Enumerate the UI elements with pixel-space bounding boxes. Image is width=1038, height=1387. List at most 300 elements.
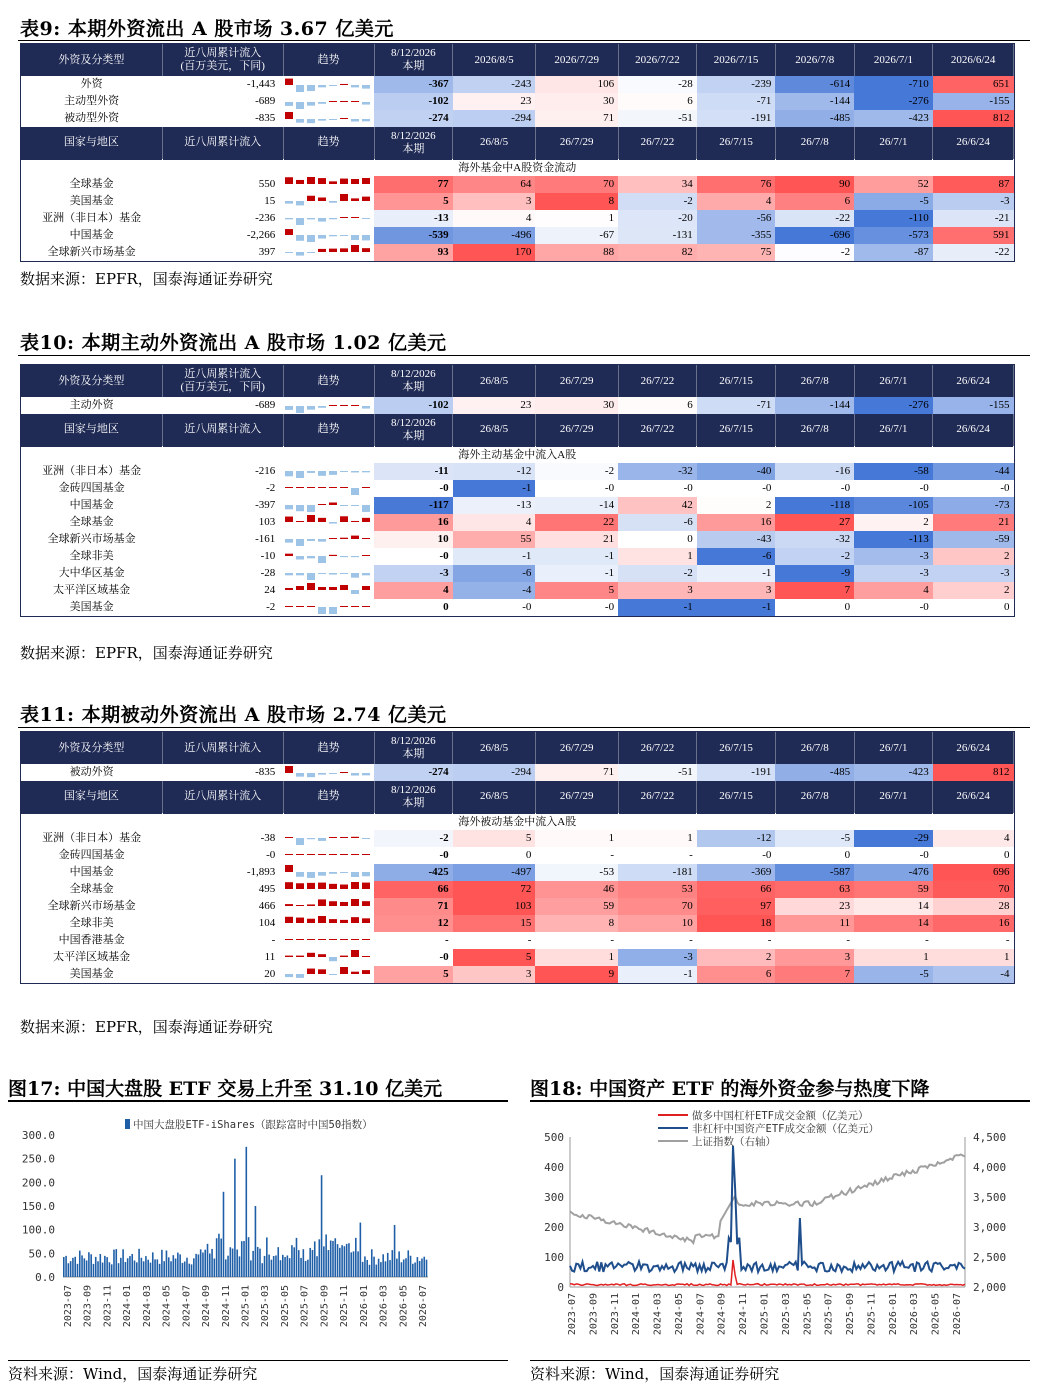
trend-bar [296,539,304,546]
trend-bar [351,590,359,594]
bar [344,1246,346,1277]
legend-label: 中国大盘股ETF-iShares（跟踪富时中国50指数） [133,1119,373,1131]
row-name: 中国基金 [69,498,114,511]
row-name: 全球新兴市场基金 [47,245,136,258]
trend-bar [307,606,315,607]
row-value: 3 [453,193,536,210]
trend-bar [329,919,337,923]
bar [277,1247,279,1277]
hdr2-col-10: 26/6/24 [933,414,1014,446]
hdr2-col-4: 26/8/5 [453,127,536,159]
row-value: 88 [535,244,618,261]
trend-bar [318,539,326,542]
trend-bar [362,918,370,923]
x-tick-label: 2025-05 [279,1285,291,1328]
trend-sparkline [285,531,373,547]
table-row [21,864,1014,881]
bar [273,1256,275,1277]
bar [261,1263,263,1277]
hdr1-col-0: 外资及分类型 [21,365,162,397]
row-value: 15 [453,915,536,932]
bar [369,1265,371,1277]
trend-bar [307,556,315,558]
row-value: -0 [618,480,697,497]
row-value: 3 [775,949,854,966]
row-value: -423 [854,764,933,781]
trend-bar [329,101,337,102]
bar [220,1239,222,1277]
trend-sparkline [285,765,373,781]
bar [403,1259,405,1277]
bar [200,1249,202,1277]
row-cumulative: 103 [258,515,276,528]
trend-bar [329,405,337,406]
row-cumulative: -835 [255,766,276,778]
row-value: 63 [775,881,854,898]
row-value: -0 [453,599,536,616]
bar [259,1249,261,1277]
table-row [21,548,1014,565]
trend-bar [285,177,293,184]
row-value: -16 [775,463,854,480]
bar [376,1265,378,1277]
row-value: 71 [535,110,618,127]
hdr1-col-6: 26/7/22 [618,365,697,397]
trend-bar [362,773,370,775]
trend-bar [307,939,315,940]
trend-bar [340,118,348,119]
trend-bar [329,607,337,614]
hdr2-col-10: 26/6/24 [933,781,1014,813]
trend-bar [285,517,293,522]
row-value: 2 [697,497,776,514]
trend-bar [285,917,293,923]
hdr2-col-9: 26/7/1 [854,414,933,446]
row-value: -144 [775,397,854,414]
row-value: 3 [697,582,776,599]
row-value: -3 [374,565,453,582]
bar [287,1255,289,1277]
bar [246,1147,248,1277]
row-value: 4 [697,193,776,210]
trend-bar [318,406,326,408]
trend-bar [307,119,315,123]
trend-bar [351,217,359,218]
row-value: 103 [453,898,536,915]
fig17-chart [8,1105,508,1355]
row-value: 23 [453,93,536,110]
bar [102,1263,104,1277]
trend-sparkline [285,94,373,110]
bar [136,1262,138,1277]
trend-bar [362,119,370,121]
x-tick-label: 2025-03 [260,1285,272,1328]
trend-bar [329,487,337,488]
hdr2-col-0: 国家与地区 [21,414,162,446]
bar [88,1252,90,1277]
bar [90,1254,92,1277]
hdr2-col-2: 趋势 [283,127,374,159]
trend-bar [351,235,359,240]
hdr2-col-10: 26/6/24 [933,127,1014,159]
hdr1-col-3: 8/12/2026 本期 [374,44,453,76]
trend-bar [362,102,370,105]
bar [264,1256,266,1277]
bar [184,1261,186,1277]
row-value: 64 [453,176,536,193]
sub-header: 海外被动基金中流入A股 [21,813,1014,830]
bar [134,1261,136,1277]
trend-bar [285,606,293,607]
bar [147,1260,149,1277]
row-value: -2 [775,548,854,565]
bar [68,1263,70,1277]
trend-bar [307,218,315,219]
row-value: 0 [775,599,854,616]
x-tick-label: 2023-09 [82,1285,94,1328]
row-value: -0 [854,847,933,864]
bar [186,1258,188,1277]
bar [332,1241,334,1277]
x-tick-label: 2025-09 [845,1293,857,1336]
table10-title: 表10: 本期主动外资流出 A 股市场 1.02 亿美元 [20,332,447,354]
trend-bar [285,229,293,235]
row-value: 14 [854,915,933,932]
bar [138,1249,140,1277]
row-trend [283,599,374,616]
hdr2-col-3: 8/12/2026 本期 [374,127,453,159]
row-value: -117 [374,497,453,514]
hdr2-col-8: 26/7/8 [775,414,854,446]
bar [339,1248,341,1277]
table-row [21,514,1014,531]
row-value: -294 [453,764,536,781]
row-value: -1 [535,565,618,582]
bar [334,1238,336,1277]
trend-bar [362,518,370,522]
trend-bar [340,606,348,607]
bar [232,1249,234,1277]
trend-bar [285,882,293,889]
bar [77,1264,79,1277]
row-value: -367 [374,76,453,93]
trend-bar [351,119,359,122]
bar [284,1257,286,1277]
row-trend [283,463,374,480]
trend-sparkline [285,881,373,897]
bar [291,1245,293,1277]
row-value: -1 [535,548,618,565]
row-value: -274 [374,764,453,781]
trend-bar [285,252,293,253]
trend-sparkline [285,582,373,598]
trend-sparkline [285,830,373,846]
row-value: -20 [618,210,697,227]
hdr2-col-6: 26/7/22 [618,781,697,813]
bar [122,1249,124,1277]
sub-header: 海外基金中A股资金流动 [21,159,1014,176]
row-value: 30 [535,397,618,414]
trend-bar [329,181,337,184]
row-cumulative: -1,443 [246,78,276,90]
row-value: 3 [453,966,536,983]
row-value: 70 [618,898,697,915]
hdr2-col-7: 26/7/15 [697,127,776,159]
trend-bar [285,865,293,872]
bar [426,1260,428,1277]
bar [214,1259,216,1277]
bar [79,1251,81,1277]
bar [401,1262,403,1277]
row-value: 1 [854,949,933,966]
row-name: 亚洲（非日本）基金 [42,464,142,477]
x-tick-label: 2025-09 [319,1285,331,1328]
legend-label: 非杠杆中国资产ETF成交金额（亿美元） [692,1123,879,1135]
row-name: 全球非美 [69,916,114,929]
row-value: 52 [854,176,933,193]
bar [298,1250,300,1277]
bar [209,1254,211,1277]
x-tick-label: 2026-03 [378,1285,390,1328]
trend-bar [362,573,370,575]
row-value: -294 [453,110,536,127]
trend-bar [307,487,315,488]
row-name: 被动型外资 [64,112,120,124]
row-name: 中国基金 [69,228,114,241]
row-value: 4 [933,830,1014,847]
row-value: -476 [854,864,933,881]
trend-bar [285,766,293,773]
bar [234,1159,236,1277]
trend-bar [329,555,337,556]
bar [417,1257,419,1277]
row-value: 1 [618,830,697,847]
trend-bar [307,583,315,590]
trend-bar [307,85,315,91]
row-value: -21 [933,210,1014,227]
row-value: -0 [775,480,854,497]
bar [407,1250,409,1277]
hdr2-col-3: 8/12/2026 本期 [374,414,453,446]
trend-bar [296,918,304,923]
trend-bar [351,505,359,506]
row-value: 77 [374,176,453,193]
trend-bar [318,954,326,957]
trend-bar [340,538,348,539]
trend-bar [351,917,359,923]
row-value: - [933,932,1014,949]
bar [421,1259,423,1277]
trend-bar [340,872,348,873]
fig17-source: 资料来源：Wind，国泰海通证券研究 [8,1365,258,1383]
bar [389,1260,391,1277]
trend-bar [296,606,304,607]
bar [207,1244,209,1277]
row-name: 亚洲（非日本）基金 [42,211,142,224]
trend-bar [351,101,359,102]
row-value: - [854,932,933,949]
row-cumulative: 550 [258,177,276,190]
trend-bar [296,252,304,256]
row-value: -191 [697,110,776,127]
x-tick-label: 2024-05 [673,1293,685,1336]
trend-bar [285,102,293,106]
y-tick-label: 250.0 [21,1152,55,1166]
row-trend [283,227,374,244]
trend-bar [329,201,337,203]
trend-bar [351,606,359,607]
fig18-title: 图18: 中国资产 ETF 的海外资金参与热度下降 [530,1078,930,1100]
bar [341,1245,343,1277]
trend-sparkline [285,244,373,260]
row-trend [283,582,374,599]
row-cumulative: -0 [266,848,276,861]
x-tick-label: 2025-01 [240,1285,252,1328]
trend-bar [340,471,348,472]
x-tick-label: 2025-07 [823,1293,835,1336]
trend-bar [362,85,370,89]
row-name: 亚洲（非日本）基金 [42,831,142,844]
row-cumulative: -2,266 [246,228,276,241]
row-value: 46 [535,881,618,898]
x-tick-label: 2024-03 [141,1285,153,1328]
row-value: -1 [697,599,776,616]
row-name: 全球基金 [69,882,114,895]
hdr1-col-10: 26/6/24 [933,365,1014,397]
trend-bar [340,854,348,855]
hdr1-col-1: 近八周累计流入 [162,732,283,764]
row-value: 2 [933,582,1014,599]
trend-bar [296,406,304,413]
trend-bar [351,471,359,472]
trend-bar [351,950,359,957]
row-value: -1 [618,966,697,983]
row-value: 6 [618,397,697,414]
trend-bar [329,249,337,252]
bar [300,1258,302,1277]
trend-bar [307,196,315,201]
trend-bar [362,235,370,240]
table10-source: 数据来源：EPFR，国泰海通证券研究 [20,644,273,662]
row-cumulative: - [271,933,276,946]
trend-sparkline [285,176,373,192]
row-cumulative: 11 [264,950,276,963]
bar [271,1260,273,1277]
trend-bar [351,872,359,877]
hdr1-col-1: 近八周累计流入 (百万美元，下同) [162,365,283,397]
bar [173,1255,175,1277]
row-value: -155 [933,93,1014,110]
trend-bar [296,974,304,978]
bar [225,1259,227,1277]
bar [385,1261,387,1277]
row-value: 696 [933,864,1014,881]
series-line-sse [570,1155,965,1244]
row-value: 53 [618,881,697,898]
row-name: 太平洋区域基金 [53,583,131,596]
trend-bar [340,837,348,838]
y-tick-label: 100.0 [21,1223,55,1237]
trend-bar [318,607,326,614]
row-cumulative: -1,893 [246,865,276,878]
trend-bar [329,235,337,236]
row-value: 2 [854,514,933,531]
row-value: -614 [775,76,854,93]
row-value: -0 [535,599,618,616]
table-row [21,881,1014,898]
bar [118,1263,120,1277]
bar [216,1238,218,1277]
row-value: 1 [933,949,1014,966]
row-cumulative: 24 [264,583,276,596]
row-value: 4 [453,514,536,531]
row-value: -6 [618,514,697,531]
bar [154,1259,156,1277]
trend-bar [307,872,315,878]
table-row [21,244,1014,261]
row-cumulative: -161 [255,532,276,545]
trend-bar [318,235,326,239]
row-value: -539 [374,227,453,244]
trend-sparkline [285,111,373,127]
row-value: -4 [453,582,536,599]
trend-bar [351,179,359,184]
hdr1-col-0: 外资及分类型 [21,44,162,76]
trend-sparkline [285,514,373,530]
bar [387,1253,389,1277]
row-value: 591 [933,227,1014,244]
bar [312,1250,314,1277]
bar [282,1255,284,1277]
trend-bar [318,899,326,906]
row-value: 0 [933,599,1014,616]
bar [166,1251,168,1277]
trend-bar [340,573,348,574]
bar [191,1264,193,1277]
trend-bar [318,556,326,563]
row-cumulative: -216 [255,464,276,477]
row-value: - [535,932,618,949]
sub-header: 海外主动基金中流入A股 [21,446,1014,463]
table-row [21,210,1014,227]
bar [74,1257,76,1277]
bar [193,1258,195,1277]
row-value: -14 [535,497,618,514]
hdr2-col-1: 近八周累计流入 [162,127,283,159]
trend-bar [307,919,315,923]
trend-bar [296,586,304,590]
y-tick-left: 400 [544,1161,564,1174]
row-value: -573 [854,227,933,244]
row-value: 22 [535,514,618,531]
y-tick-right: 2,500 [973,1251,1007,1264]
table-row [21,110,1014,127]
row-trend [283,110,374,127]
row-value: -423 [854,110,933,127]
row-trend [283,93,374,110]
hdr1-col-8: 26/7/8 [775,365,854,397]
row-value: 16 [697,514,776,531]
trend-bar [329,939,337,940]
x-tick-label: 2025-07 [299,1285,311,1328]
row-value: 651 [933,76,1014,93]
table-row [21,497,1014,514]
row-cumulative: -28 [260,566,276,579]
hdr2-col-8: 26/7/8 [775,127,854,159]
bar [323,1246,325,1277]
trend-bar [285,112,293,119]
trend-bar [362,956,370,957]
